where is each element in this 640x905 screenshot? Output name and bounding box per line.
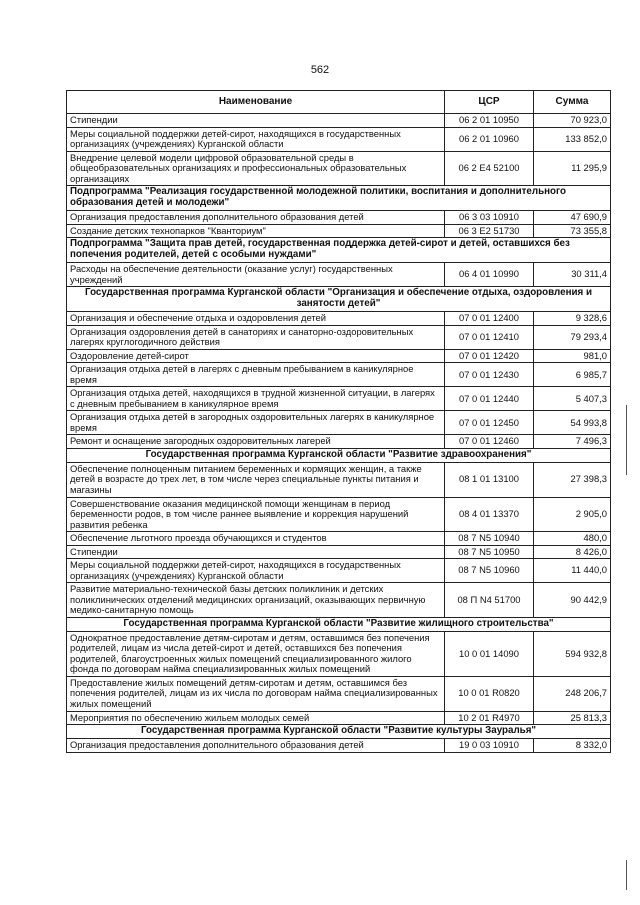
page-number: 562 <box>310 64 330 76</box>
row-csr: 06 2 E4 52100 <box>445 151 534 186</box>
row-csr: 07 0 01 12420 <box>445 349 534 363</box>
table-row <box>67 497 611 532</box>
row-name: Обеспечение полноценным питанием беременных и кормящих женщин, а также детей в возрасте до трех лет, в том числе через специальные пункты питания и магазины <box>67 462 445 497</box>
row-csr: 08 4 01 13370 <box>445 497 534 532</box>
row-sum: 248 206,7 <box>534 676 611 711</box>
row-csr: 06 3 03 10910 <box>445 211 534 225</box>
table-header-row <box>67 91 611 114</box>
row-sum: 25 813,3 <box>534 711 611 725</box>
row-csr: 07 0 01 12440 <box>445 387 534 411</box>
row-sum: 480,0 <box>534 532 611 546</box>
table-row <box>67 349 611 363</box>
row-sum: 133 852,0 <box>534 127 611 151</box>
row-csr: 07 0 01 12450 <box>445 411 534 435</box>
row-sum: 8 426,0 <box>534 545 611 559</box>
row-csr: 06 4 01 10990 <box>445 263 534 287</box>
program-heading: Государственная программа Курганской области "Развитие жилищного строительства" <box>67 617 611 631</box>
row-name: Организация оздоровления детей в санаториях и санаторно-оздоровительных лагерях круглогодичного действия <box>67 325 445 349</box>
row-name: Организация отдыха детей в лагерях с дневным пребыванием в каникулярное время <box>67 363 445 387</box>
row-sum: 981,0 <box>534 349 611 363</box>
program-heading: Государственная программа Курганской области "Развитие культуры Зауралья" <box>67 725 611 739</box>
subprogram-heading: Подпрограмма "Реализация государственной молодежной политики, воспитания и дополнительного образования детей и молодежи" <box>67 186 611 211</box>
table-row <box>67 151 611 186</box>
row-sum: 27 398,3 <box>534 462 611 497</box>
row-sum: 7 496,3 <box>534 435 611 449</box>
row-csr: 06 3 E2 51730 <box>445 224 534 238</box>
row-csr: 08 1 01 13100 <box>445 462 534 497</box>
row-csr: 07 0 01 12400 <box>445 312 534 326</box>
table-row <box>67 224 611 238</box>
budget-table <box>66 90 611 753</box>
table-body <box>67 114 611 753</box>
table-row <box>67 263 611 287</box>
row-sum: 6 985,7 <box>534 363 611 387</box>
row-name: Предоставление жилых помещений детям-сиротам и детям, оставшимся без попечения родителей, лицам из их числа по договорам найма специализированных жилых помещений <box>67 676 445 711</box>
row-csr: 10 0 01 14090 <box>445 631 534 676</box>
row-name: Меры социальной поддержки детей-сирот, находящихся в государственных организациях (учреждениях) Курганской области <box>67 127 445 151</box>
row-name: Однократное предоставление детям-сиротам и детям, оставшимся без попечения родителей, лицам из числа детей-сирот и детей, оставшихся без попечения родителей, благоустроенных жилых помещений специализированного жилого фонда по договорам найма специализированных жилых помещений <box>67 631 445 676</box>
table-row <box>67 676 611 711</box>
row-sum: 11 295,9 <box>534 151 611 186</box>
row-name: Организация отдыха детей, находящихся в трудной жизненной ситуации, в лагерях с дневным пребыванием в каникулярное время <box>67 387 445 411</box>
program-heading-row <box>67 287 611 312</box>
row-sum: 8 332,0 <box>534 739 611 753</box>
row-name: Оздоровление детей-сирот <box>67 349 445 363</box>
program-heading: Государственная программа Курганской области "Организация и обеспечение отдыха, оздоровления и занятости детей" <box>67 287 611 312</box>
table-row <box>67 411 611 435</box>
table-row <box>67 435 611 449</box>
program-heading-row <box>67 725 611 739</box>
row-sum: 70 923,0 <box>534 114 611 128</box>
row-name: Мероприятия по обеспечению жильем молодых семей <box>67 711 445 725</box>
table-row <box>67 711 611 725</box>
row-sum: 90 442,9 <box>534 583 611 618</box>
row-sum: 594 932,8 <box>534 631 611 676</box>
row-name: Организация отдыха детей в загородных оздоровительных лагерях в каникулярное время <box>67 411 445 435</box>
row-sum: 54 993,8 <box>534 411 611 435</box>
table-row <box>67 114 611 128</box>
row-csr: 07 0 01 12430 <box>445 363 534 387</box>
row-sum: 30 311,4 <box>534 263 611 287</box>
subprogram-heading-row <box>67 238 611 263</box>
row-csr: 07 0 01 12410 <box>445 325 534 349</box>
table-row <box>67 631 611 676</box>
row-csr: 06 2 01 10950 <box>445 114 534 128</box>
row-csr: 06 2 01 10960 <box>445 127 534 151</box>
table-row <box>67 387 611 411</box>
program-heading: Государственная программа Курганской области "Развитие здравоохранения" <box>67 448 611 462</box>
row-sum: 47 690,9 <box>534 211 611 225</box>
table-row <box>67 363 611 387</box>
row-sum: 5 407,3 <box>534 387 611 411</box>
row-name: Создание детских технопарков "Кванториум" <box>67 224 445 238</box>
scan-edge-mark <box>626 405 627 475</box>
table-row <box>67 312 611 326</box>
row-name: Организация предоставления дополнительного образования детей <box>67 739 445 753</box>
row-csr: 07 0 01 12460 <box>445 435 534 449</box>
program-heading-row <box>67 448 611 462</box>
row-csr: 08 7 N5 10940 <box>445 532 534 546</box>
row-csr: 19 0 03 10910 <box>445 739 534 753</box>
table-row <box>67 325 611 349</box>
table-row <box>67 559 611 583</box>
row-csr: 08 7 N5 10960 <box>445 559 534 583</box>
row-csr: 08 П N4 51700 <box>445 583 534 618</box>
table-row <box>67 739 611 753</box>
row-name: Совершенствование оказания медицинской помощи женщинам в период беременности родов, в том числе раннее выявление и коррекция нарушений развития ребенка <box>67 497 445 532</box>
row-name: Внедрение целевой модели цифровой образовательной среды в общеобразовательных организациях и профессиональных образовательных организациях <box>67 151 445 186</box>
row-name: Организация и обеспечение отдыха и оздоровления детей <box>67 312 445 326</box>
table-row <box>67 211 611 225</box>
header-csr: ЦСР <box>445 91 534 114</box>
row-sum: 73 355,8 <box>534 224 611 238</box>
row-name: Обеспечение льготного проезда обучающихся и студентов <box>67 532 445 546</box>
row-csr: 10 2 01 R4970 <box>445 711 534 725</box>
row-sum: 9 328,6 <box>534 312 611 326</box>
header-name: Наименование <box>67 91 445 114</box>
row-name: Расходы на обеспечение деятельности (оказание услуг) государственных учреждений <box>67 263 445 287</box>
row-name: Ремонт и оснащение загородных оздоровительных лагерей <box>67 435 445 449</box>
row-sum: 79 293,4 <box>534 325 611 349</box>
row-name: Меры социальной поддержки детей-сирот, находящихся в государственных организациях (учреждениях) Курганской области <box>67 559 445 583</box>
program-heading-row <box>67 617 611 631</box>
table-row <box>67 462 611 497</box>
row-csr: 10 0 01 R0820 <box>445 676 534 711</box>
subprogram-heading-row <box>67 186 611 211</box>
table-row <box>67 532 611 546</box>
row-name: Стипендии <box>67 545 445 559</box>
table-row <box>67 583 611 618</box>
subprogram-heading: Подпрограмма "Защита прав детей, государственная поддержка детей-сирот и детей, оставшихся без попечения родителей, детей с особыми нуждами" <box>67 238 611 263</box>
scan-edge-mark <box>626 860 627 890</box>
row-name: Развитие материально-технической базы детских поликлиник и детских поликлинических отделений медицинских организаций, оказывающих первичную медико-санитарную помощь <box>67 583 445 618</box>
row-name: Стипендии <box>67 114 445 128</box>
table-row <box>67 545 611 559</box>
header-sum: Сумма <box>534 91 611 114</box>
row-name: Организация предоставления дополнительного образования детей <box>67 211 445 225</box>
row-sum: 11 440,0 <box>534 559 611 583</box>
row-sum: 2 905,0 <box>534 497 611 532</box>
table-row <box>67 127 611 151</box>
row-csr: 08 7 N5 10950 <box>445 545 534 559</box>
